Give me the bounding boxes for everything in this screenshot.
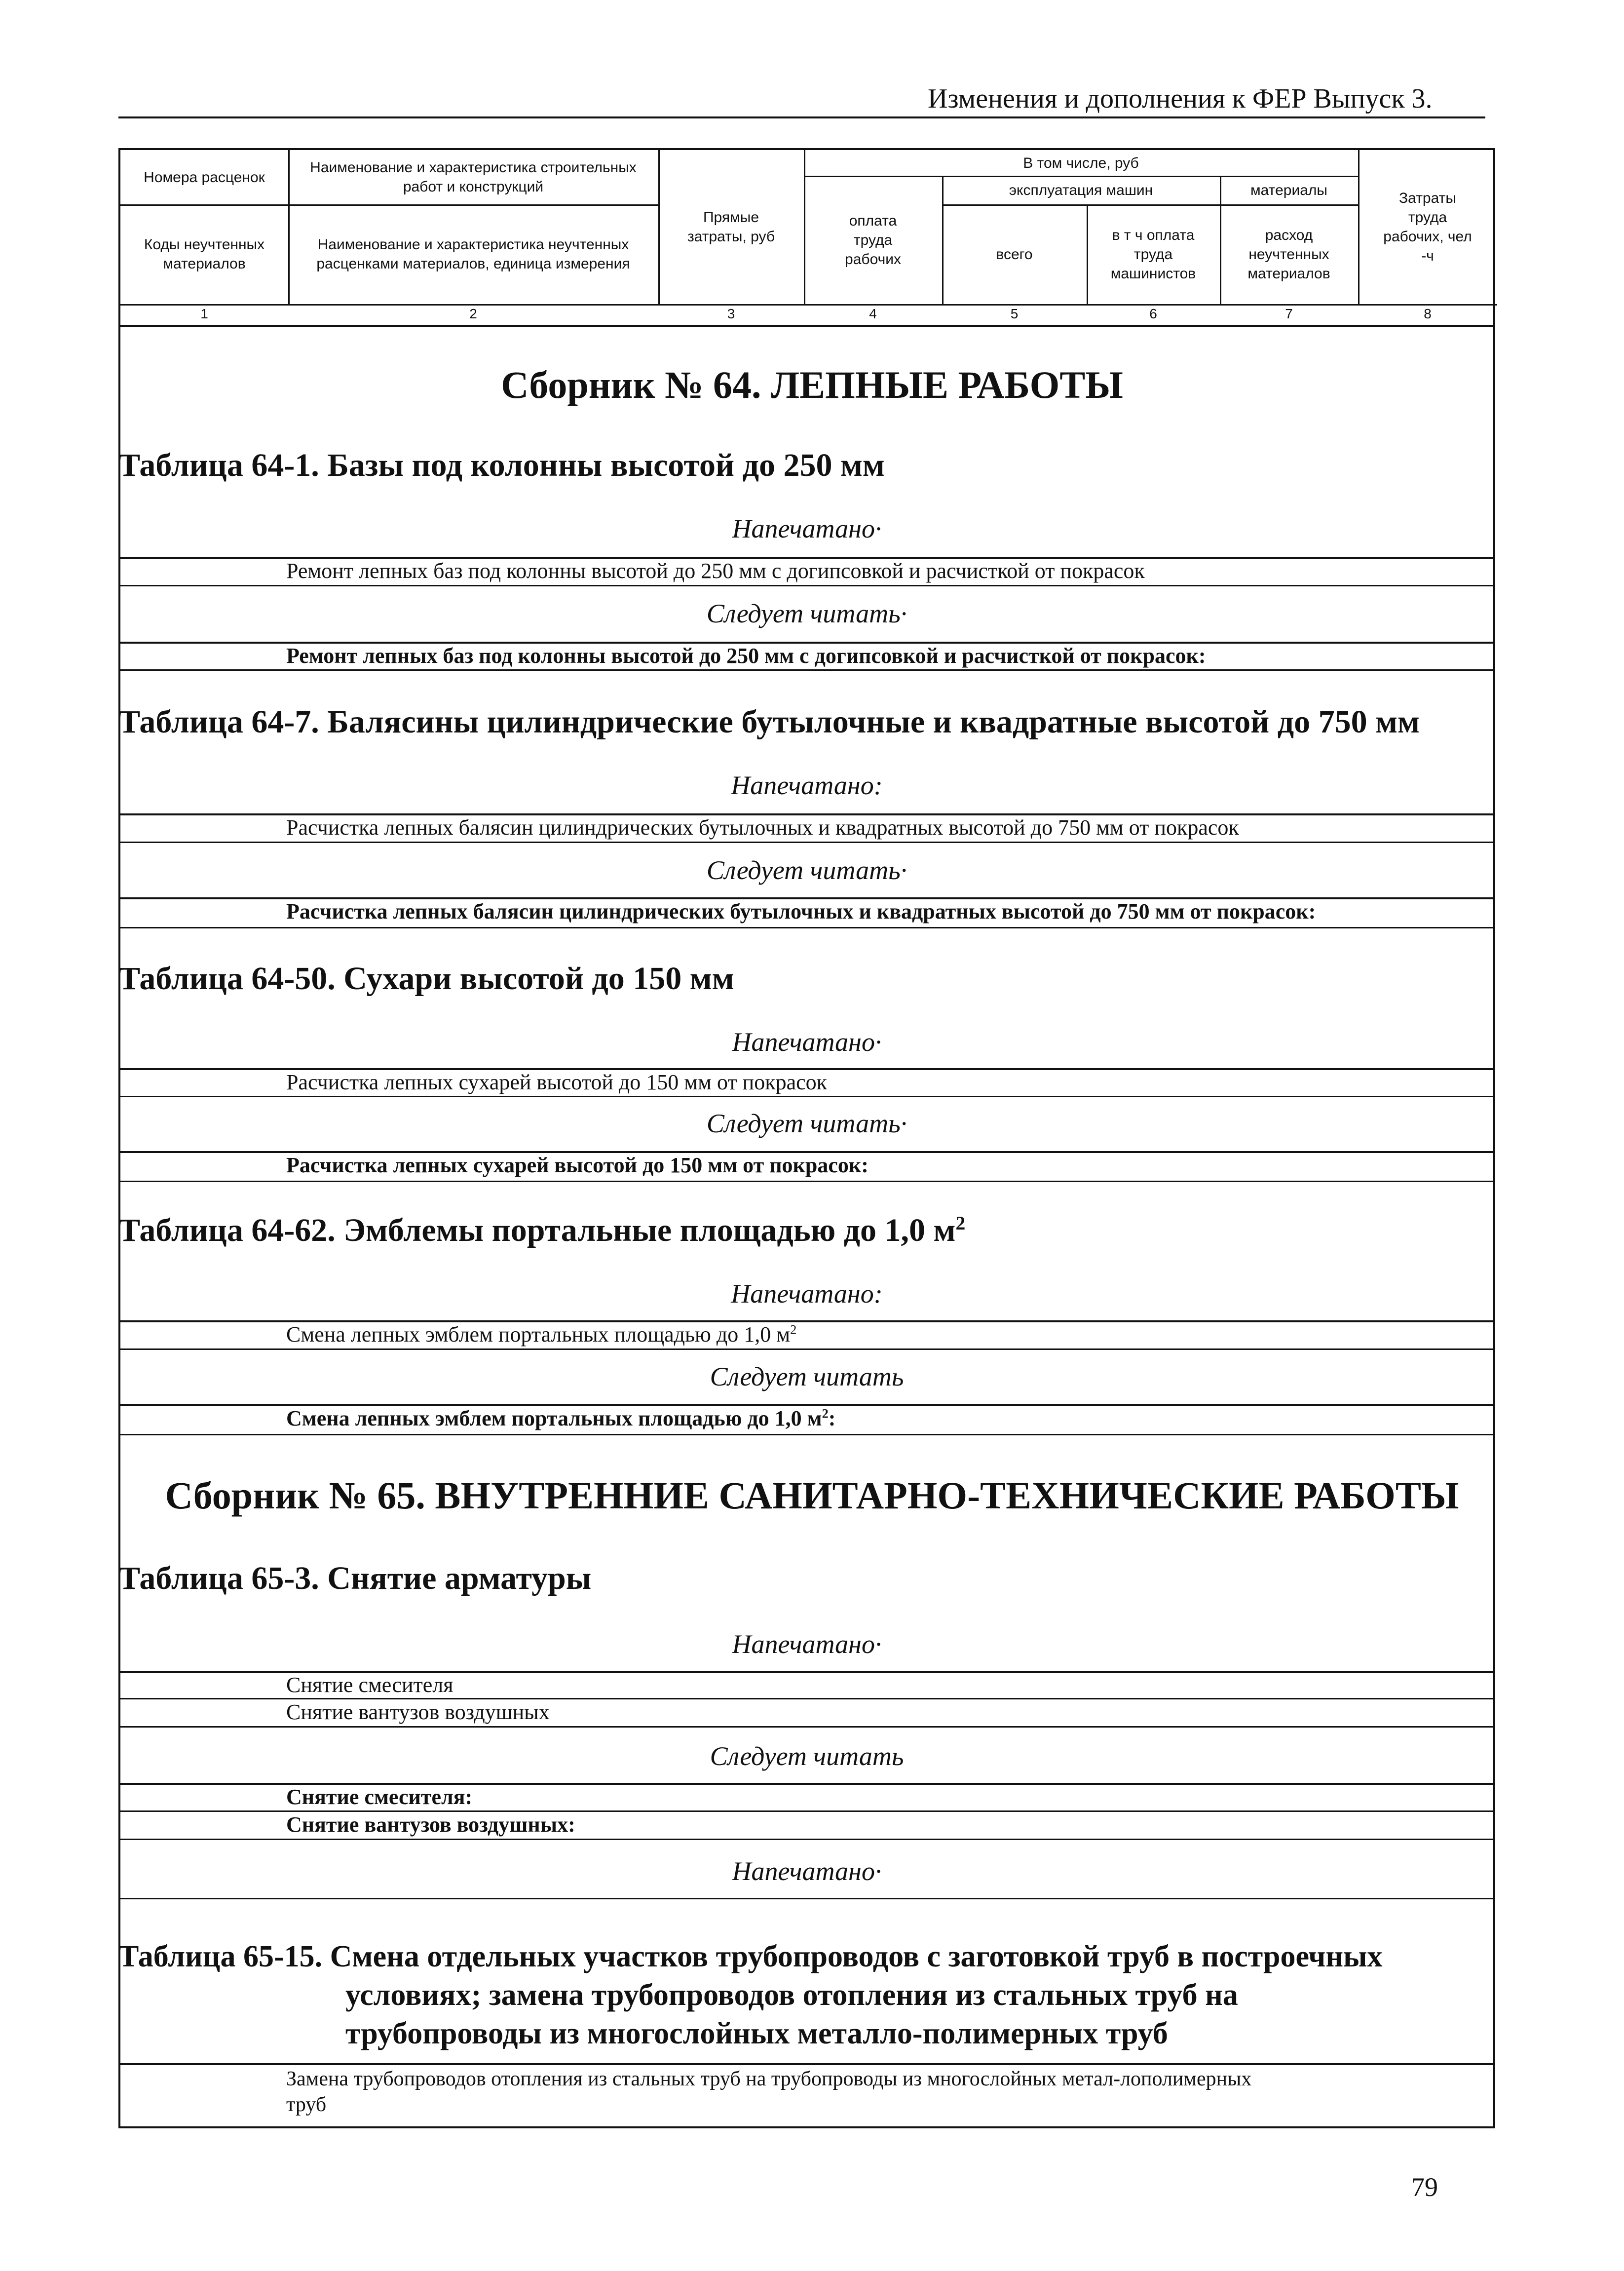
colon: : xyxy=(828,1406,836,1430)
group-header: В том числе, руб xyxy=(1023,154,1139,171)
col6-header: в т ч оплата труда машинистов xyxy=(1110,227,1196,282)
printed-label: Напечатано· xyxy=(732,1027,882,1057)
col-number: 8 xyxy=(1424,306,1432,321)
new-text-64-50: Расчистка лепных сухарей высотой до 150 мм от покрасок: xyxy=(286,1153,869,1177)
table-title-65-15-line2: условиях; замена трубопроводов отопления из стальных труб на xyxy=(345,1978,1238,2012)
row-rule xyxy=(118,842,1495,843)
old-text-65-3-2: Снятие вантузов воздушных xyxy=(286,1700,550,1724)
row-rule xyxy=(118,1096,1495,1097)
col8-header: Затраты труда рабочих, чел -ч xyxy=(1383,190,1472,264)
table-title-65-15-line1: Таблица 65-15. Смена отдельных участков трубопроводов с заготовкой труб в построечных xyxy=(118,1940,1383,1973)
col1-top-header: Номера расценок xyxy=(144,169,265,186)
old-text-65-3-1: Снятие смесителя xyxy=(286,1673,453,1697)
new-text-64-62 xyxy=(286,1406,835,1431)
table-title-65-3: Таблица 65-3. Снятие арматуры xyxy=(118,1560,592,1596)
printed-label: Напечатано· xyxy=(732,1856,882,1886)
old-text-65-15-2: труб xyxy=(286,2093,327,2116)
section-title-65: Сборник № 65. ВНУТРЕННИЕ САНИТАРНО-ТЕХНИЧЕСКИЕ РАБОТЫ xyxy=(165,1474,1459,1517)
table-title-65-15 xyxy=(118,1937,1495,2053)
col-number: 1 xyxy=(200,306,208,321)
new-text-65-3-2: Снятие вантузов воздушных: xyxy=(286,1812,575,1837)
table-title-64-62-text: Таблица 64-62. Эмблемы портальные площадью до 1,0 м xyxy=(118,1212,956,1248)
printed-label: Напечатано· xyxy=(732,1629,882,1659)
printed-label: Напечатано: xyxy=(731,770,883,800)
old-text-64-62 xyxy=(286,1322,796,1347)
row-rule xyxy=(118,669,1495,671)
row-rule xyxy=(118,1839,1495,1840)
materials-header: материалы xyxy=(1250,182,1327,198)
header-rule xyxy=(118,116,1485,118)
table-title-65-15-line3: трубопроводы из многослойных металло-полимерных труб xyxy=(345,2017,1168,2050)
section-title-64: Сборник № 64. ЛЕПНЫЕ РАБОТЫ xyxy=(501,363,1123,406)
new-text-65-3-1: Снятие смесителя: xyxy=(286,1785,473,1809)
row-rule xyxy=(118,1348,1495,1350)
read-as-label: Следует читать· xyxy=(706,855,907,885)
row-rule xyxy=(118,927,1495,928)
table-title-64-1: Таблица 64-1. Базы под колонны высотой до 250 мм xyxy=(118,447,885,483)
row-rule xyxy=(118,2063,1495,2065)
col-number: 3 xyxy=(727,306,735,321)
superscript: 2 xyxy=(822,1406,829,1421)
old-text-64-62-text: Смена лепных эмблем портальных площадью до 1,0 м xyxy=(286,1322,791,1347)
superscript: 2 xyxy=(790,1322,797,1337)
table-title-64-7: Таблица 64-7. Балясины цилиндрические бутылочные и квадратные высотой до 750 мм xyxy=(118,704,1420,740)
row-rule xyxy=(118,585,1495,586)
read-as-label: Следует читать· xyxy=(706,599,907,628)
table-title-64-62 xyxy=(118,1212,965,1249)
superscript: 2 xyxy=(955,1212,966,1234)
column-header-table xyxy=(118,148,1495,327)
read-as-label: Следует читать xyxy=(710,1362,904,1391)
col2-bottom-header: Наименование и характеристика неучтенных расценками материалов, единица измерения xyxy=(316,236,630,272)
new-text-64-7: Расчистка лепных балясин цилиндрических бутылочных и квадратных высотой до 750 мм от покрасок: xyxy=(286,899,1316,924)
col-number: 5 xyxy=(1010,306,1019,321)
machines-header: эксплуатация машин xyxy=(1009,182,1153,198)
read-as-label: Следует читать· xyxy=(706,1109,907,1138)
running-header: Изменения и дополнения к ФЕР Выпуск 3. xyxy=(928,83,1433,114)
row-rule xyxy=(118,1181,1495,1182)
page-number: 79 xyxy=(1411,2172,1438,2202)
old-text-64-7: Расчистка лепных балясин цилиндрических бутылочных и квадратных высотой до 750 мм от покрасок xyxy=(286,815,1239,840)
col7-header: расход неучтенных материалов xyxy=(1247,227,1330,282)
row-rule xyxy=(118,1434,1495,1435)
old-text-64-50: Расчистка лепных сухарей высотой до 150 мм от покрасок xyxy=(286,1070,828,1094)
printed-label: Напечатано· xyxy=(732,514,882,543)
col2-top-header: Наименование и характеристика строительных работ и конструкций xyxy=(310,159,637,195)
col5-header: всего xyxy=(996,246,1033,263)
col1-bottom-header: Коды неучтенных материалов xyxy=(144,236,265,272)
col4-header: оплата труда рабочих xyxy=(845,212,901,268)
col-number: 6 xyxy=(1149,306,1157,321)
table-title-64-50: Таблица 64-50. Сухари высотой до 150 мм xyxy=(118,961,734,997)
col-number: 4 xyxy=(869,306,877,321)
row-rule xyxy=(118,1726,1495,1728)
old-text-65-15-1: Замена трубопроводов отопления из стальных труб на трубопроводы из многослойных метал-лополимерных xyxy=(286,2068,1252,2090)
col3-header: Прямые затраты, руб xyxy=(687,209,775,245)
col-number: 7 xyxy=(1285,306,1293,321)
new-text-64-62-text: Смена лепных эмблем портальных площадью до 1,0 м xyxy=(286,1406,822,1430)
read-as-label: Следует читать xyxy=(710,1741,904,1771)
col-number: 2 xyxy=(469,306,477,321)
printed-label: Напечатано: xyxy=(731,1279,883,1309)
row-divider xyxy=(120,304,1497,306)
row-rule xyxy=(118,1898,1495,1899)
old-text-64-1: Ремонт лепных баз под колонны высотой до 250 мм с догипсовкой и расчисткой от покрасок xyxy=(286,559,1145,583)
new-text-64-1: Ремонт лепных баз под колонны высотой до 250 мм с догипсовкой и расчисткой от покрасок: xyxy=(286,644,1206,668)
